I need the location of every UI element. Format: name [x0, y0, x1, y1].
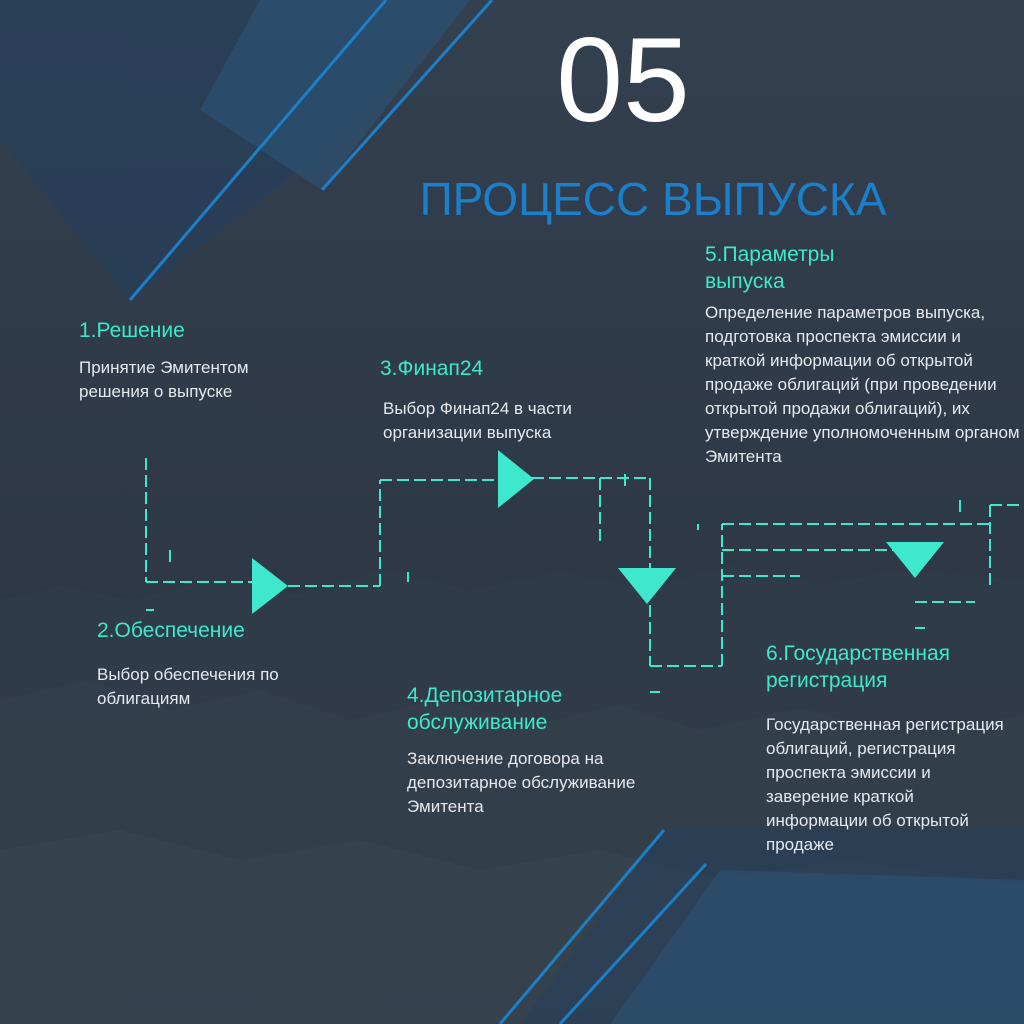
step-2-title: 2.Обеспечение	[97, 619, 245, 642]
step-3-title: 3.Финап24	[380, 357, 484, 380]
step-6-text: Государственная регистрация облигаций, регистрация проспекта эмиссии и заверение краткой информации об открытой продаже	[766, 715, 1004, 854]
arrow-right-1	[252, 558, 288, 614]
arrow-down-2	[886, 542, 944, 578]
step-3-text: Выбор Финап24 в части организации выпуска	[383, 399, 572, 442]
step-6-title: 6.Государственная регистрация	[766, 642, 951, 692]
step-2-text: Выбор обеспечения по облигациям	[97, 665, 279, 708]
step-1-text: Принятие Эмитентом решения о выпуске	[79, 358, 249, 401]
step-5-text: Определение параметров выпуска, подготовка проспекта эмиссии и краткой информации об открытой продаже облигаций (при проведении открытой продажи облигаций), их утверждение уполномоченным органом Эмитента	[705, 303, 1020, 466]
step-1-title: 1.Решение	[79, 319, 185, 342]
step-4-text: Заключение договора на депозитарное обслуживание Эмитента	[407, 749, 636, 816]
arrow-down-1	[618, 568, 676, 604]
step-4-title: 4.Депозитарное обслуживание	[407, 684, 563, 734]
section-number: 05	[556, 13, 690, 147]
section-title: ПРОЦЕСС ВЫПУСКА	[419, 173, 887, 225]
step-5-title: 5.Параметры выпуска	[705, 243, 835, 293]
arrow-right-2	[498, 450, 534, 508]
